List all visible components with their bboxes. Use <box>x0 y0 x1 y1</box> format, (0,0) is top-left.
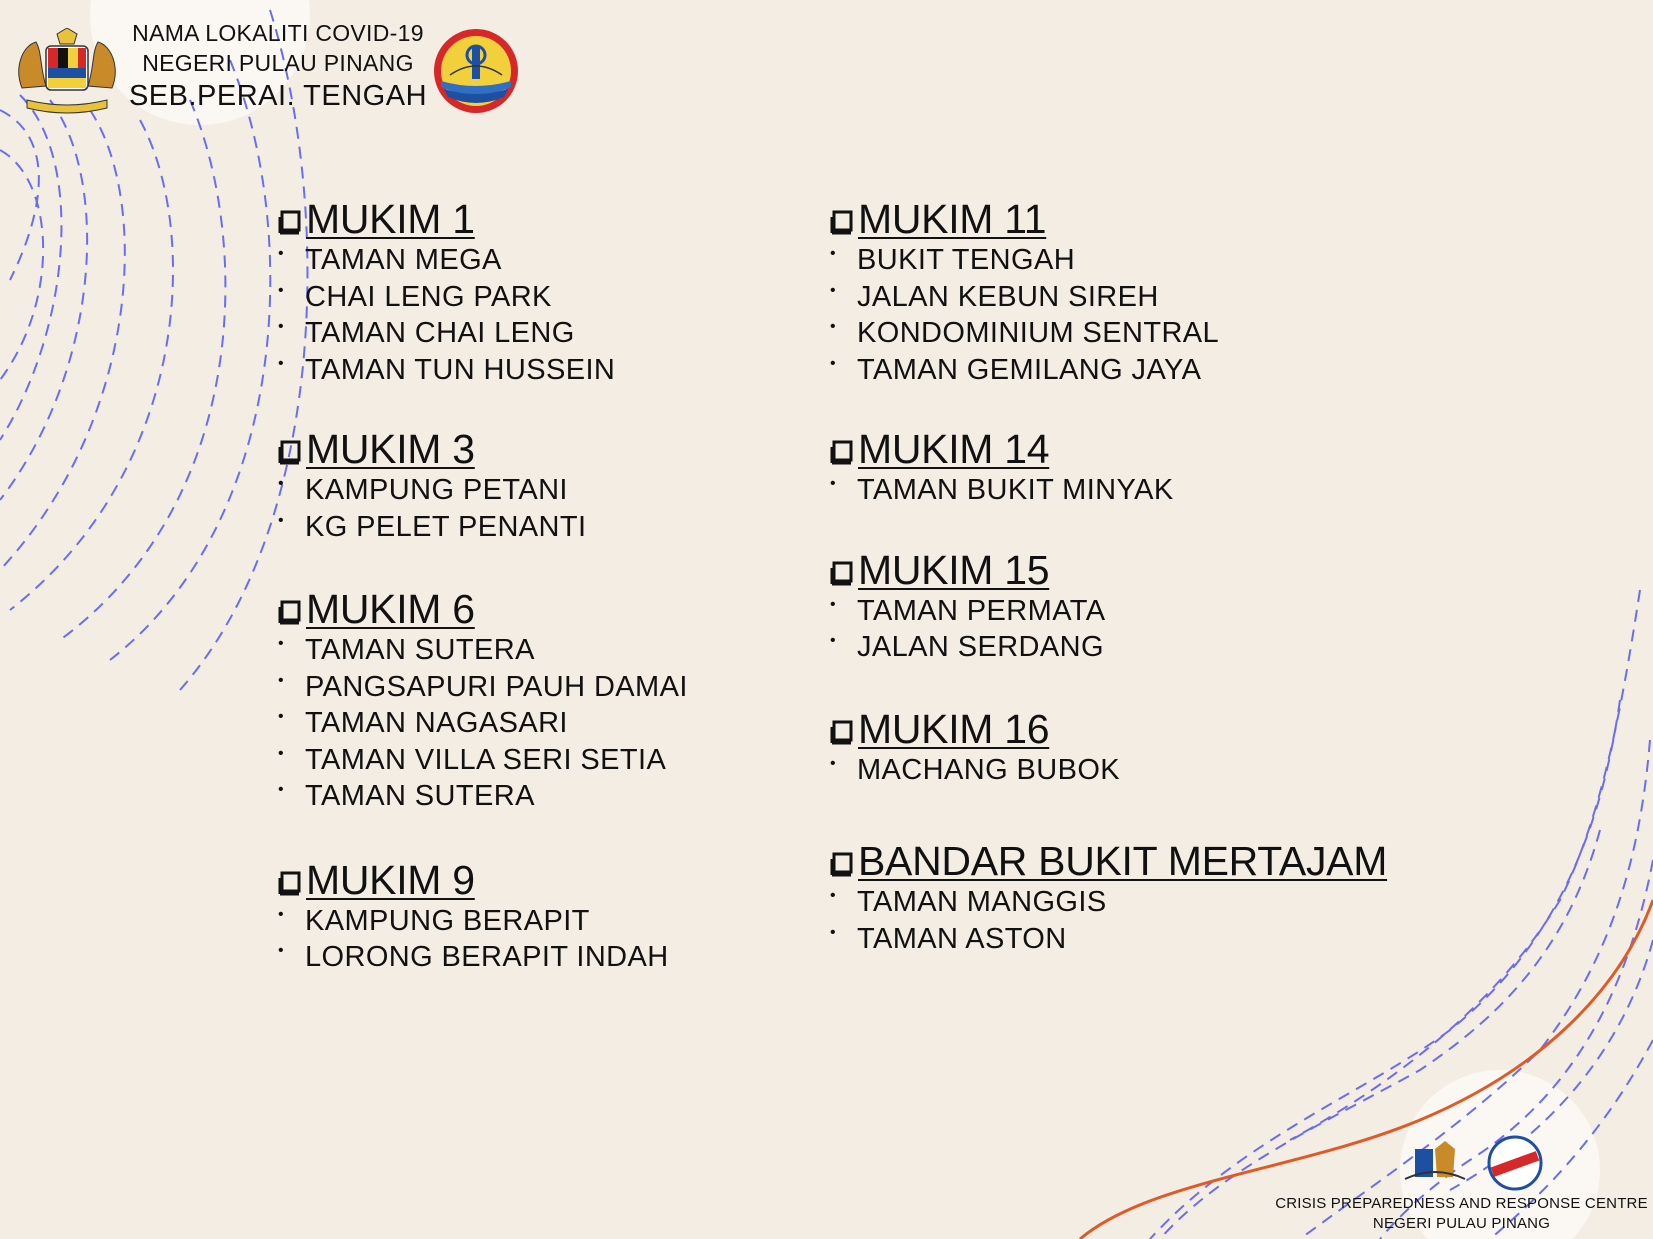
mukim-section <box>278 857 688 976</box>
list-item <box>278 778 688 815</box>
mukim-section <box>278 196 688 388</box>
bullet-dot: • <box>830 595 837 613</box>
section-heading <box>278 426 688 472</box>
mukim-section <box>830 196 1387 388</box>
header-title-line1: NAMA LOKALITI COVID-19 <box>132 20 424 46</box>
list-item <box>278 632 688 669</box>
list-item <box>830 352 1387 389</box>
bullet-dot: • <box>278 354 285 372</box>
bullet-dot: • <box>278 318 285 335</box>
mukim-section <box>830 706 1387 789</box>
left-column <box>278 196 688 976</box>
list-item <box>830 752 1387 789</box>
section-title: MUKIM 9 <box>306 856 475 903</box>
list-item <box>830 279 1387 316</box>
bullet-dot: • <box>830 354 837 372</box>
section-title: BANDAR BUKIT MERTAJAM <box>858 838 1388 884</box>
list-item <box>830 242 1387 279</box>
bullet-dot: • <box>830 632 837 649</box>
bullet-dot: • <box>830 923 837 941</box>
locality-name: LORONG BERAPIT INDAH <box>305 941 669 973</box>
section-title: MUKIM 14 <box>858 426 1050 472</box>
bridge-icon <box>1405 1172 1465 1179</box>
header-district: SEB.PERAI. TENGAH <box>128 80 428 112</box>
bullet-dot: • <box>830 887 837 904</box>
header-title-line2: NEGERI PULAU PINANG <box>142 50 414 76</box>
bullet-dot: • <box>278 744 285 762</box>
footer-org-name: CRISIS PREPAREDNESS AND RESPONSE CENTRE <box>1275 1195 1648 1212</box>
list-item <box>830 629 1387 666</box>
bullet-dot: • <box>278 708 285 725</box>
bullet-dot: • <box>278 635 285 652</box>
bullet-dot: • <box>830 281 837 299</box>
bullet-dot: • <box>278 942 285 959</box>
list-item <box>830 315 1387 352</box>
municipal-council-logo <box>432 27 520 115</box>
bullet-dot: • <box>278 281 285 299</box>
section-heading <box>278 857 688 903</box>
section-title: MUKIM 16 <box>858 705 1050 752</box>
footer-state-name: NEGERI PULAU PINANG <box>1372 1215 1551 1232</box>
locality-name: KAMPUNG BERAPIT <box>305 904 590 937</box>
section-heading <box>830 426 1387 472</box>
locality-name: JALAN SERDANG <box>857 631 1104 663</box>
list-item <box>830 593 1387 630</box>
locality-name: TAMAN SUTERA <box>305 780 535 812</box>
mukim-section <box>278 586 688 815</box>
bullet-dot: • <box>278 905 285 923</box>
locality-name: TAMAN PERMATA <box>857 594 1106 627</box>
section-title: MUKIM 11 <box>858 196 1047 242</box>
notebook-box-icon <box>830 209 854 236</box>
section-heading <box>830 547 1387 593</box>
locality-name: KG PELET PENANTI <box>305 510 587 543</box>
mukim-section <box>278 426 688 545</box>
bullet-dot: • <box>278 671 285 689</box>
locality-name: TAMAN NAGASARI <box>305 707 568 739</box>
section-heading <box>830 196 1387 242</box>
coat-of-arms-logo <box>12 28 122 118</box>
locality-name: TAMAN TUN HUSSEIN <box>305 353 616 386</box>
bullet-dot: • <box>278 511 285 529</box>
locality-name: TAMAN CHAI LENG <box>305 317 575 349</box>
locality-name: PANGSAPURI PAUH DAMAI <box>305 670 688 703</box>
locality-name: KAMPUNG PETANI <box>305 474 568 506</box>
bullet-dot: • <box>278 475 285 492</box>
locality-name: TAMAN MANGGIS <box>857 886 1107 918</box>
section-title: MUKIM 1 <box>306 196 475 242</box>
locality-name: TAMAN VILLA SERI SETIA <box>305 743 667 776</box>
list-item <box>278 242 688 279</box>
bullet-dot: • <box>278 245 285 262</box>
footer <box>1270 1125 1653 1239</box>
bullet-dot: • <box>830 475 837 492</box>
list-item <box>830 472 1387 509</box>
section-heading <box>278 586 688 632</box>
list-item <box>278 279 688 316</box>
bullet-dot: • <box>830 318 837 335</box>
locality-name: TAMAN GEMILANG JAYA <box>857 353 1202 386</box>
header <box>0 0 540 125</box>
list-item <box>278 903 688 940</box>
list-item <box>278 742 688 779</box>
section-title: MUKIM 3 <box>306 426 475 472</box>
header-text <box>118 18 438 114</box>
locality-name: KONDOMINIUM SENTRAL <box>857 317 1220 349</box>
section-heading <box>278 196 688 242</box>
list-item <box>278 315 688 352</box>
cprc-logo-group <box>1375 1135 1550 1195</box>
notebook-box-icon <box>830 439 854 466</box>
notebook-box-icon <box>278 870 302 897</box>
list-item <box>278 939 688 976</box>
locality-name: TAMAN ASTON <box>857 922 1067 955</box>
list-item <box>830 884 1387 921</box>
list-item <box>278 705 688 742</box>
list-item <box>830 921 1387 958</box>
notebook-box-icon <box>278 209 302 236</box>
section-heading <box>830 838 1387 884</box>
bullet-dot: • <box>830 754 837 772</box>
mukim-section <box>830 547 1387 666</box>
mukim-section <box>830 838 1387 957</box>
locality-name: CHAI LENG PARK <box>305 280 552 313</box>
notebook-box-icon <box>830 560 854 587</box>
locality-name: BUKIT TENGAH <box>857 244 1076 276</box>
notebook-box-icon <box>830 851 854 878</box>
bullet-dot: • <box>830 245 837 262</box>
locality-name: MACHANG BUBOK <box>857 753 1121 786</box>
section-heading <box>830 706 1387 752</box>
locality-name: TAMAN BUKIT MINYAK <box>857 474 1174 506</box>
section-title: MUKIM 15 <box>858 546 1050 593</box>
bullet-dot: • <box>278 781 285 798</box>
locality-name: JALAN KEBUN SIREH <box>857 280 1159 313</box>
notebook-box-icon <box>830 719 854 746</box>
right-column <box>830 196 1387 957</box>
locality-name: TAMAN MEGA <box>305 244 502 276</box>
section-title: MUKIM 6 <box>306 586 475 632</box>
list-item <box>278 472 688 509</box>
mukim-section <box>830 426 1387 509</box>
notebook-box-icon <box>278 599 302 626</box>
list-item <box>278 669 688 706</box>
list-item <box>278 352 688 389</box>
notebook-box-icon <box>278 439 302 466</box>
locality-name: TAMAN SUTERA <box>305 634 535 666</box>
list-item <box>278 509 688 546</box>
